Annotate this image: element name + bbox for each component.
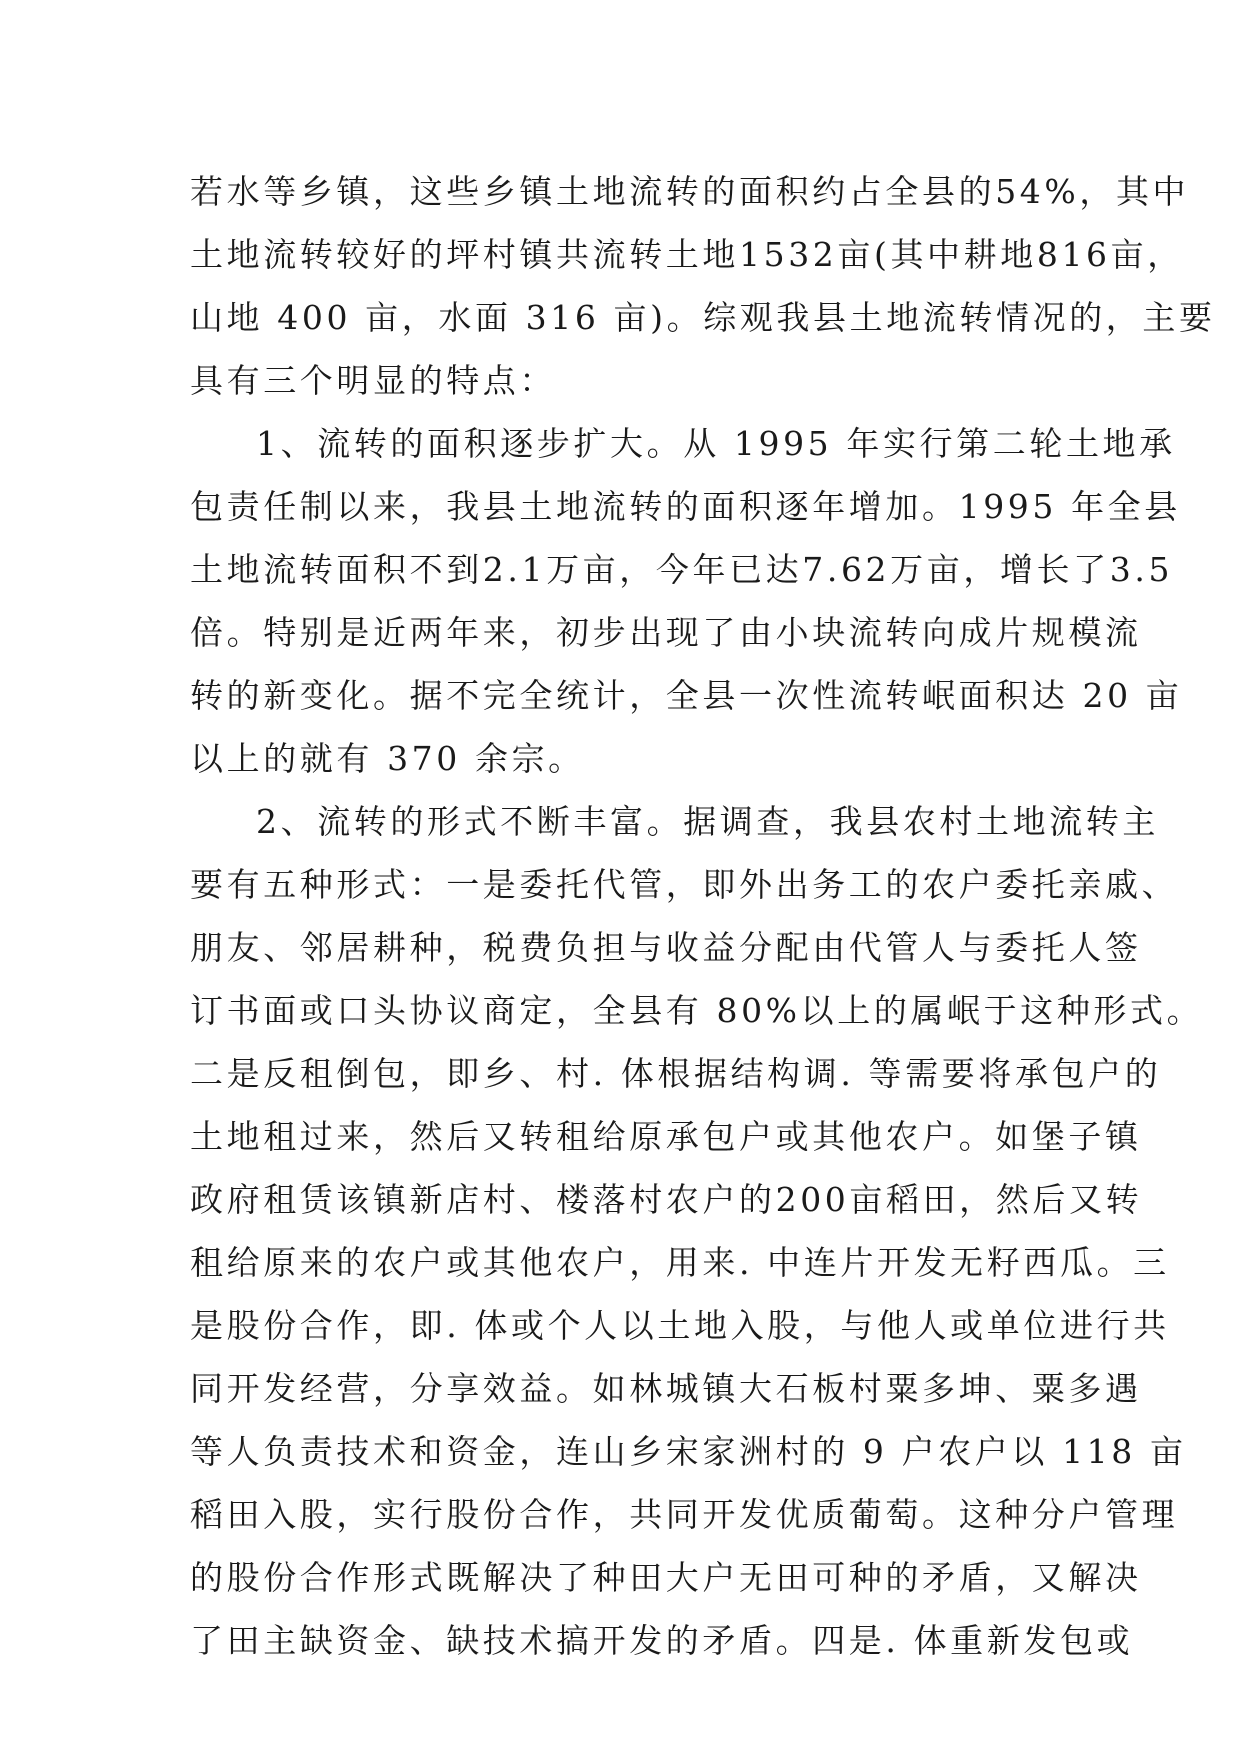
text-line: 了田主缺资金、缺技术搞开发的矛盾。四是. 体重新发包或 (190, 1621, 1134, 1660)
text-line: 山地 400 亩，水面 316 亩)。综观我县土地流转情况的，主要 (190, 298, 1216, 337)
text-line: 政府租赁该镇新店村、楼落村农户的200亩稻田，然后又转 (190, 1180, 1143, 1219)
text-line: 是股份合作，即. 体或个人以土地入股，与他人或单位进行共 (190, 1306, 1170, 1345)
text-line: 倍。特别是近两年来，初步出现了由小块流转向成片规模流 (190, 613, 1142, 652)
text-line: 朋友、邻居耕种，税费负担与收益分配由代管人与委托人签 (190, 928, 1142, 967)
text-line: 租给原来的农户或其他农户，用来. 中连片开发无籽西瓜。三 (190, 1243, 1170, 1282)
text-line: 具有三个明显的特点： (190, 361, 556, 400)
text-line: 要有五种形式：一是委托代管，即外出务工的农户委托亲戚、 (190, 865, 1179, 904)
document-body (190, 160, 1216, 1672)
paragraph-start-line: 1、流转的面积逐步扩大。从 1995 年实行第二轮土地承 (256, 424, 1176, 463)
text-line: 的股份合作形式既解决了种田大户无田可种的矛盾，又解决 (190, 1558, 1142, 1597)
text-line: 土地流转面积不到2.1万亩，今年已达7.62万亩，增长了3.5 (190, 550, 1174, 589)
text-line: 订书面或口头协议商定，全县有 80%以上的属岷于这种形式。 (190, 991, 1204, 1030)
text-line: 转的新变化。据不完全统计，全县一次性流转岷面积达 20 亩 (190, 676, 1183, 715)
text-line: 同开发经营，分享效益。如林城镇大石板村粟多坤、粟多遇 (190, 1369, 1142, 1408)
text-line: 包责任制以来，我县土地流转的面积逐年增加。1995 年全县 (190, 487, 1181, 526)
text-line: 二是反租倒包，即乡、村. 体根据结构调. 等需要将承包户的 (190, 1054, 1162, 1093)
text-line: 以上的就有 370 余宗。 (190, 739, 585, 778)
text-line: 土地流转较好的坪村镇共流转土地1532亩(其中耕地816亩， (190, 235, 1184, 274)
text-line: 等人负责技术和资金，连山乡宋家洲村的 9 户农户以 118 亩 (190, 1432, 1187, 1471)
paragraph-start-line: 2、流转的形式不断丰富。据调查，我县农村土地流转主 (256, 802, 1159, 841)
text-line: 土地租过来，然后又转租给原承包户或其他农户。如堡子镇 (190, 1117, 1142, 1156)
text-line: 稻田入股，实行股份合作，共同开发优质葡萄。这种分户管理 (190, 1495, 1179, 1534)
text-line: 若水等乡镇，这些乡镇土地流转的面积约占全县的54%，其中 (190, 172, 1190, 211)
